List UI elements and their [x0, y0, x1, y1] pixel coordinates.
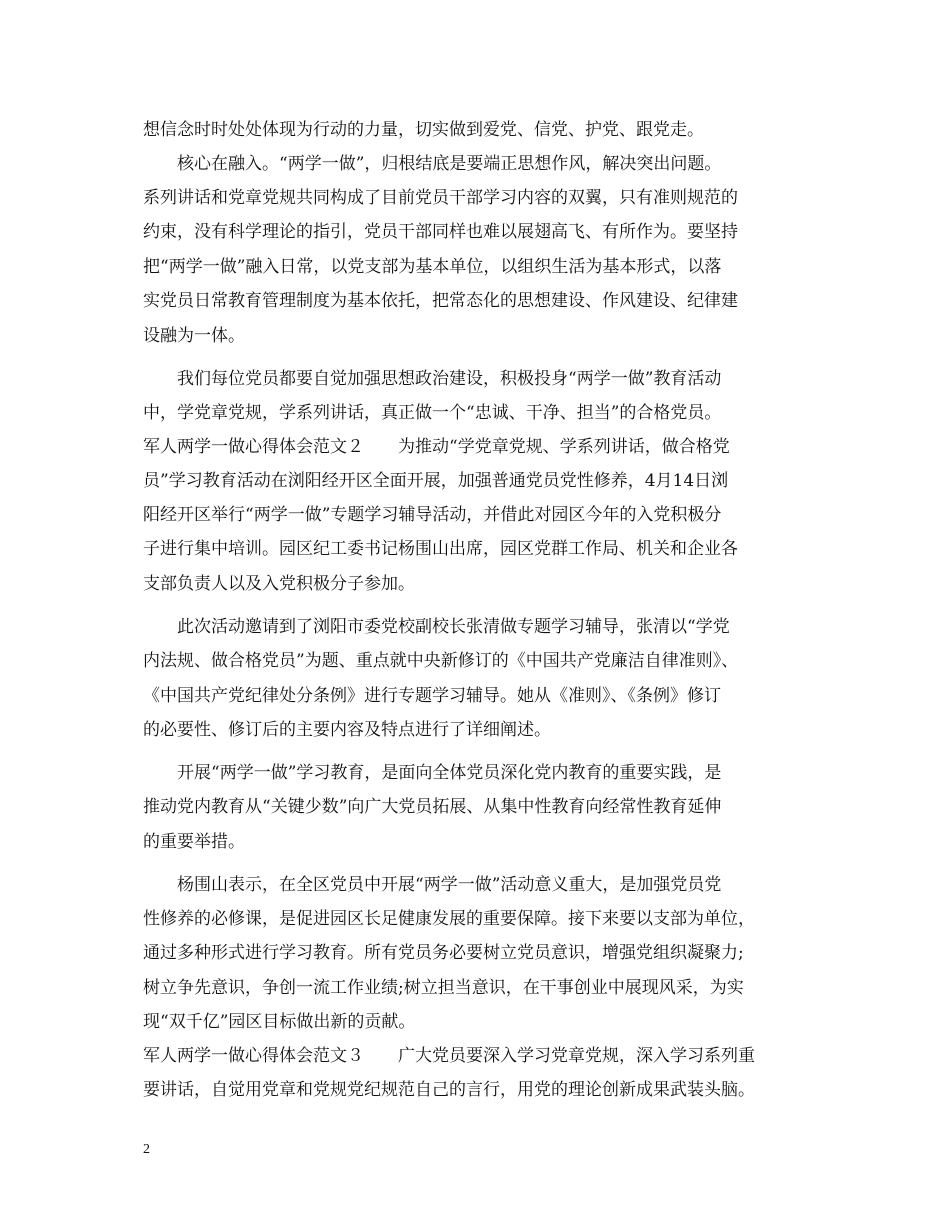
text-line: 想信念时时处处体现为行动的力量，切实做到爱党、信党、护党、跟党走。	[143, 120, 704, 140]
text-line: 内法规、做合格党员”为题、重点就中央新修订的《中国共产党廉洁自律准则》、	[143, 651, 739, 671]
text-line: 开展“两学一做”学习教育，是面向全体党员深化党内教育的重要实践，是	[143, 763, 722, 783]
text-line: 把“两学一做”融入日常，以党支部为基本单位，以组织生活为基本形式，以落	[143, 257, 722, 277]
text-line: 军人两学一做心得体会范文２ 为推动“学党章党规、学系列讲话，做合格党	[143, 437, 730, 457]
text-line: 约束，没有科学理论的指引，党员干部同样也难以展翅高飞、有所作为。要坚持	[143, 222, 738, 242]
text-line: 中，学党章党规，学系列讲话，真正做一个“忠诚、干净、担当”的合格党员。	[143, 403, 722, 423]
text-line: 此次活动邀请到了浏阳市委党校副校长张清做专题学习辅导，张清以“学党	[143, 617, 730, 637]
text-line: 支部负责人以及入党积极分子参加。	[143, 574, 415, 594]
text-line: 杨围山表示，在全区党员中开展“两学一做”活动意义重大，是加强党员党	[143, 875, 722, 895]
text-line: 《中国共产党纪律处分条例》进行专题学习辅导。她从《准则》、《条例》修订	[143, 686, 721, 706]
page-number: 2	[143, 1142, 150, 1157]
text-line: 阳经开区举行“两学一做”专题学习辅导活动，并借此对园区今年的入党积极分	[143, 505, 722, 525]
text-line: 的必要性、修订后的主要内容及特点进行了详细阐述。	[143, 720, 551, 740]
text-line: 要讲话，自觉用党章和党规党纪规范自己的言行，用党的理论创新成果武装头脑。	[143, 1080, 755, 1100]
text-line: 设融为一体。	[143, 326, 245, 346]
text-line: 推动党内教育从“关键少数”向广大党员拓展、从集中性教育向经常性教育延伸	[143, 797, 722, 817]
text-line: 的重要举措。	[143, 832, 245, 852]
text-line: 我们每位党员都要自觉加强思想政治建设，积极投身“两学一做”教育活动	[143, 369, 722, 389]
text-line: 实党员日常教育管理制度为基本依托，把常态化的思想建设、作风建设、纪律建	[143, 291, 738, 311]
text-line: 系列讲话和党章党规共同构成了目前党员干部学习内容的双翼，只有准则规范的	[143, 188, 738, 208]
text-line: 通过多种形式进行学习教育。所有党员务必要树立党员意识，增强党组织凝聚力;	[143, 943, 744, 963]
text-line: 子进行集中培训。园区纪工委书记杨围山出席，园区党群工作局、机关和企业各	[143, 539, 738, 559]
text-line: 现“双千亿”园区目标做出新的贡献。	[143, 1012, 416, 1032]
text-line: 性修养的必修课，是促进园区长足健康发展的重要保障。接下来要以支部为单位，	[143, 909, 755, 929]
text-line: 树立争先意识，争创一流工作业绩;树立担当意识，在干事创业中展现风采，为实	[143, 978, 744, 998]
text-line: 员”学习教育活动在浏阳经开区全面开展，加强普通党员党性修养，4月14日浏	[143, 471, 729, 491]
text-line: 核心在融入。“两学一做”，归根结底是要端正思想作风，解决突出问题。	[143, 154, 722, 174]
text-line: 军人两学一做心得体会范文３ 广大党员要深入学习党章党规，深入学习系列重	[143, 1046, 755, 1066]
